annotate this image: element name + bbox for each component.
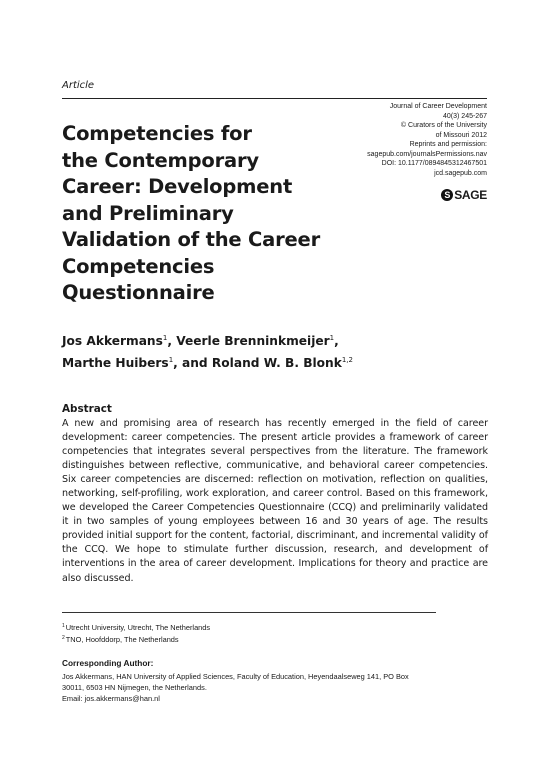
author-list: [62, 329, 492, 372]
corresponding-details: [62, 671, 494, 704]
article-title: [62, 121, 332, 307]
author-name: Roland W. B. Blonk: [211, 355, 342, 370]
author-separator: ,: [167, 334, 177, 348]
corresponding-email[interactable]: Email: jos.akkermans@han.nl: [62, 694, 160, 704]
meta-line: of Missouri 2012: [435, 131, 487, 139]
title-line: and Preliminary: [62, 201, 234, 225]
abstract-heading: Abstract: [62, 403, 112, 415]
title-line: Questionnaire: [62, 281, 215, 304]
corresponding-line: 30011, 6503 HN Nijmegen, the Netherlands.: [62, 683, 207, 693]
meta-line: 40(3) 245-267: [443, 112, 487, 120]
title-line: Career: Development: [62, 175, 293, 198]
author-separator: ,: [334, 334, 339, 348]
author-affiliation-mark: 1,2: [341, 355, 353, 364]
author-name: Jos Akkermans: [62, 334, 163, 348]
sage-logo: [441, 188, 487, 202]
title-line: the Contemporary: [62, 148, 259, 172]
header-rule: [62, 98, 487, 99]
affiliation-text: Utrecht University, Utrecht, The Netherlands: [65, 623, 211, 632]
affiliation-text: TNO, Hoofddorp, The Netherlands: [65, 635, 179, 644]
title-line: Competencies for: [62, 122, 252, 145]
sage-logo-text: SAGE: [454, 188, 487, 202]
corresponding-heading: Corresponding Author:: [62, 658, 154, 668]
author-affiliation-mark: 1: [162, 334, 168, 342]
affiliation-item: [62, 621, 210, 633]
title-line: Validation of the Career: [62, 228, 320, 251]
footnote-rule: [62, 612, 436, 613]
author-separator: , and: [173, 355, 212, 370]
author-name: Veerle Brenninkmeijer: [176, 334, 330, 348]
meta-line[interactable]: jcd.sagepub.com: [434, 169, 487, 177]
author-name: Marthe Huibers: [62, 355, 169, 370]
affiliation-number: 1: [62, 623, 65, 629]
section-label: Article: [62, 80, 95, 91]
meta-line[interactable]: DOI: 10.1177/0894845312467501: [381, 160, 487, 167]
abstract-body: A new and promising area of research has recently emerged in the field of career development: career competencies. The present article provides a framework of career competencies that integrates several perspectives from the literature. The framework distinguishes between reflective, communicative, and behavioral career competencies. Six career competencies are discerned: reflection on motivation, reflection on qualities, networking, self-profiling, work exploration, and career control. Based on this framework, we developed the Career Competencies Questionnaire (CCQ) and preliminarily validated it in two samples of young employees between 16 and 30 years of age. The results provided initial support for the content, factorial, discriminant, and incremental validity of the CCQ. We hope to stimulate further discussion, research, and development of interventions in the area of career development. Implications for theory and practice are also discussed.: [62, 418, 488, 584]
title-line: Competencies: [62, 254, 215, 278]
sage-logo-icon: S: [441, 189, 453, 201]
affiliations: [62, 621, 210, 645]
meta-line[interactable]: sagepub.com/journalsPermissions.nav: [367, 150, 487, 158]
affiliation-item: [62, 633, 210, 645]
author-affiliation-mark: 1: [168, 355, 174, 364]
corresponding-line: Jos Akkermans, HAN University of Applied Sciences, Faculty of Education, Heyendaalseweg 141, PO Box: [62, 672, 409, 681]
author-affiliation-mark: 1: [329, 334, 335, 342]
meta-line: © Curators of the University: [400, 122, 487, 129]
meta-line: Journal of Career Development: [389, 103, 487, 110]
affiliation-number: 2: [62, 635, 65, 641]
meta-line: Reprints and permission:: [409, 141, 487, 148]
